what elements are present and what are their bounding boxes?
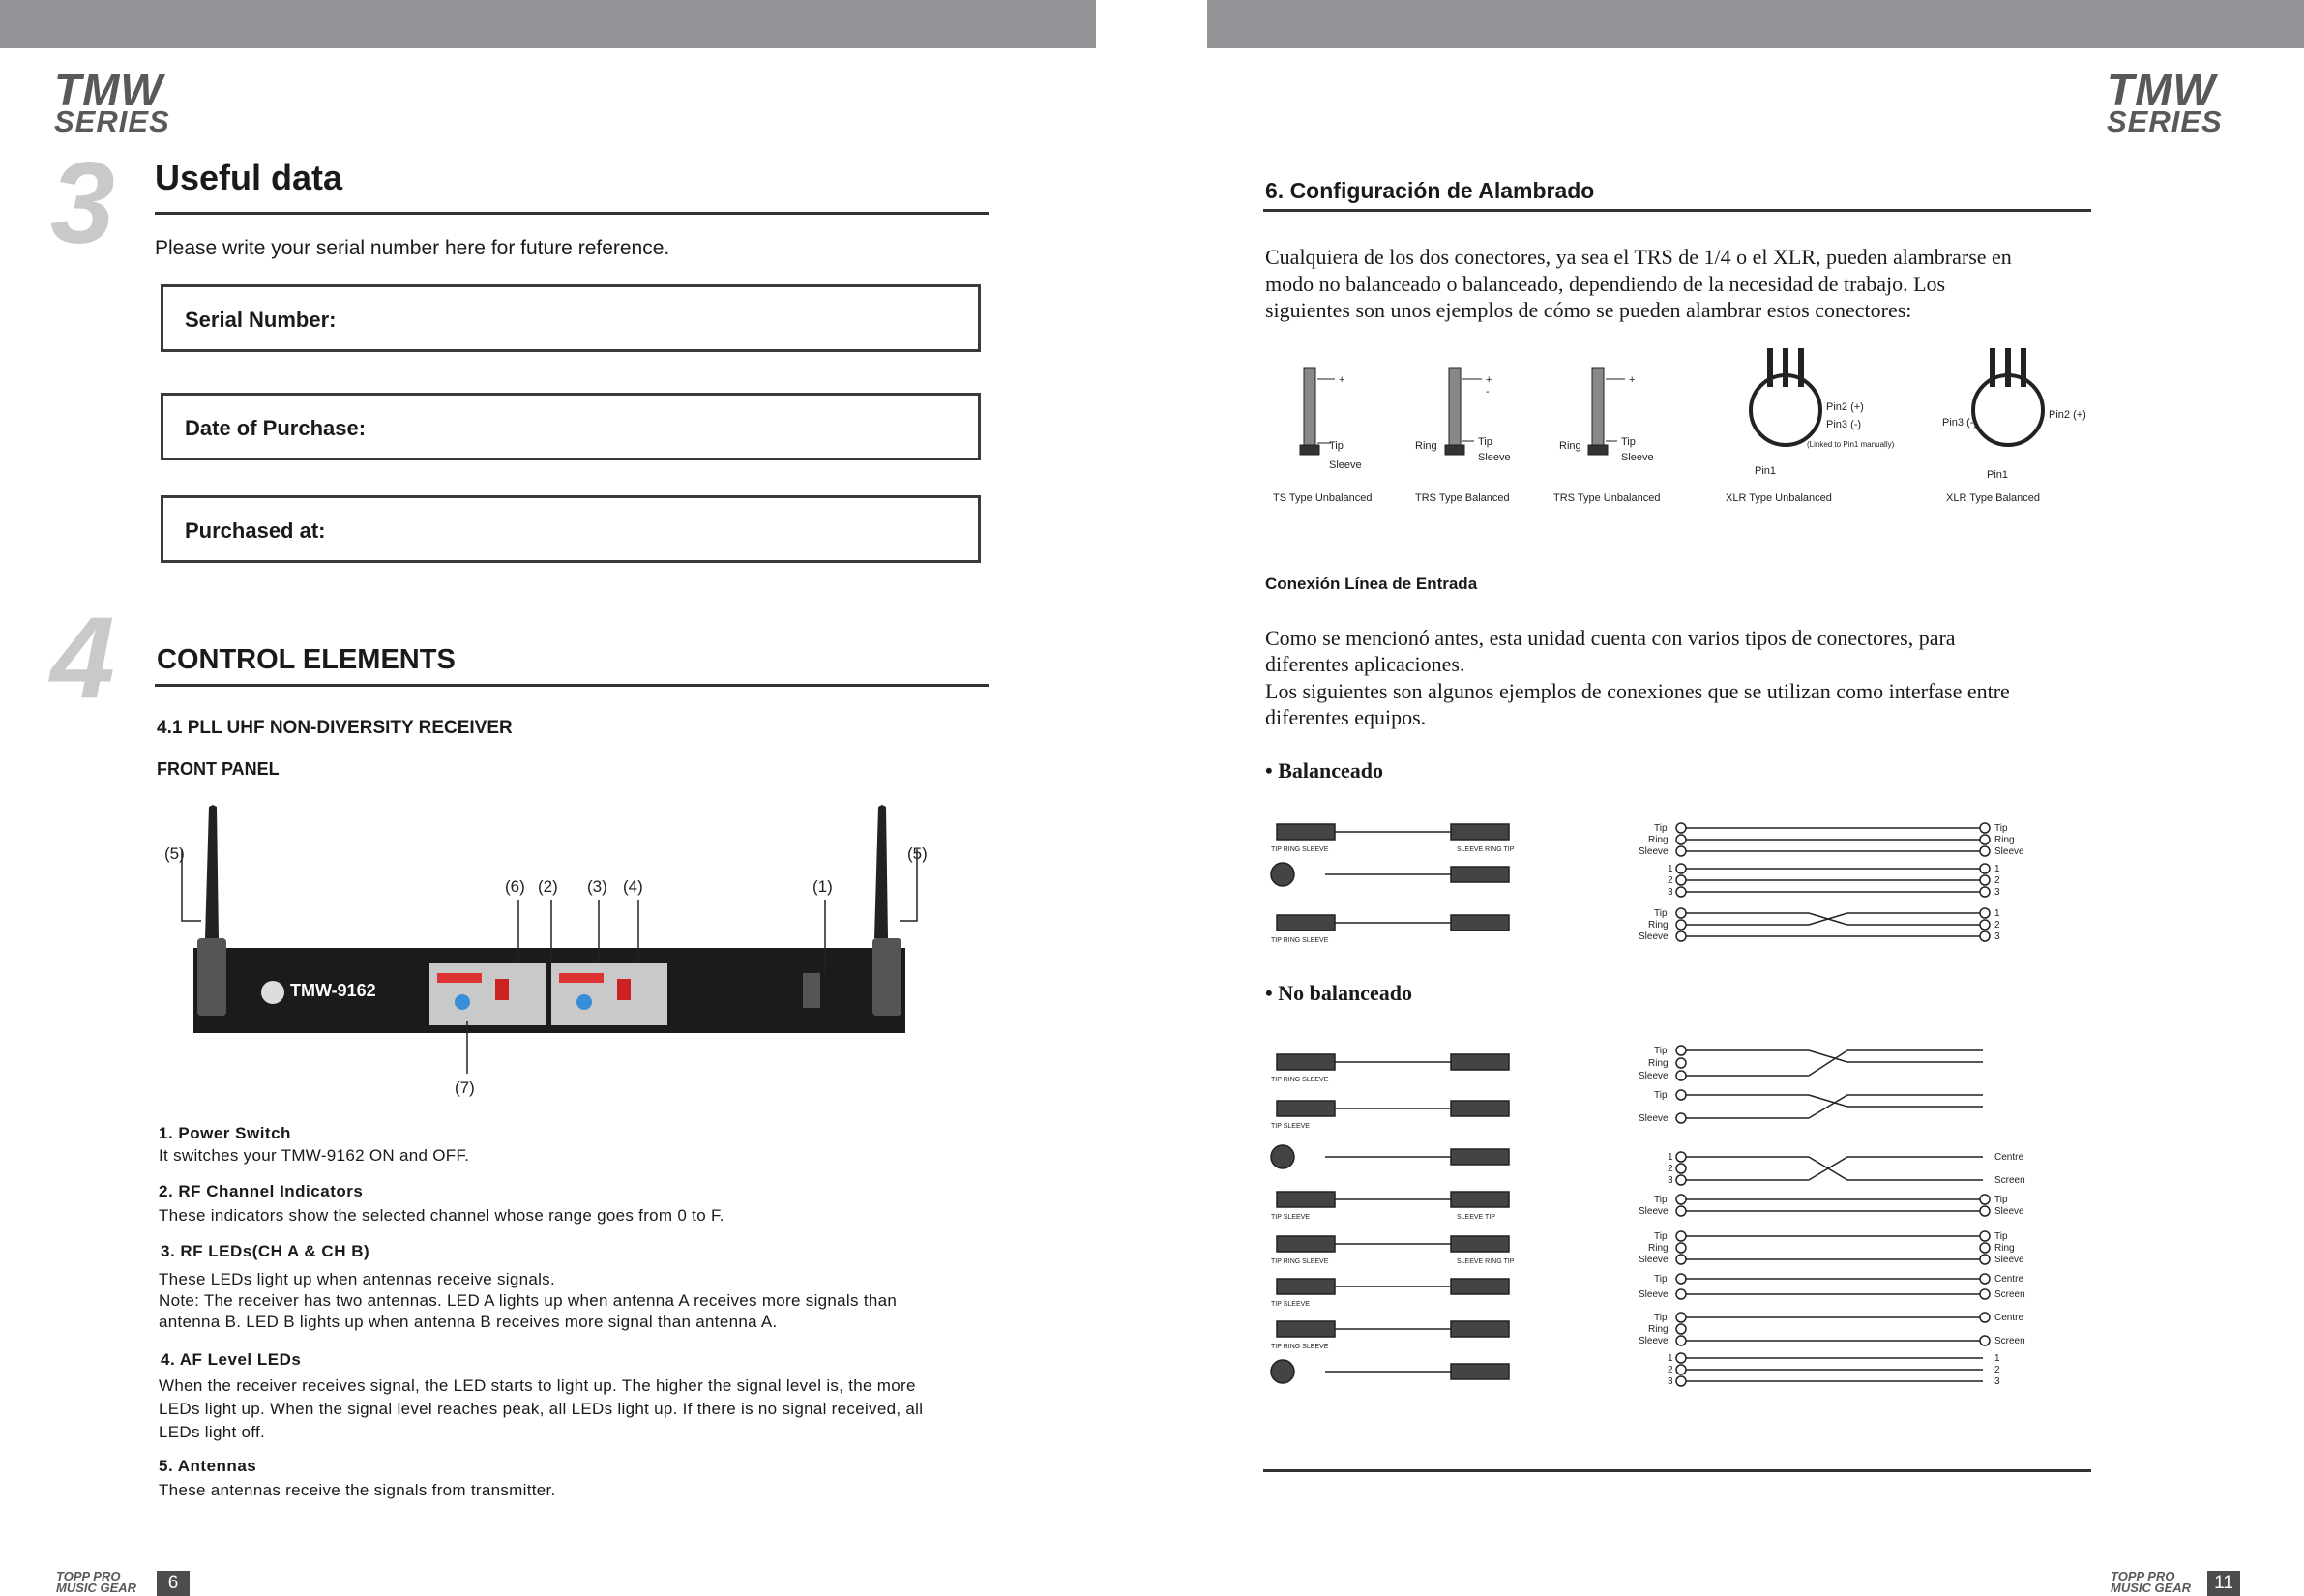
connector-pinout-diagrams xyxy=(1265,339,2097,513)
top-bar xyxy=(0,0,1096,48)
svg-text:Sleeve: Sleeve xyxy=(1329,459,1362,471)
unbalanced-cable-diagrams xyxy=(1267,1037,2099,1395)
section-title-useful-data: Useful data xyxy=(155,158,343,197)
callout-5-left: (5) xyxy=(164,844,185,863)
item-rf-leds-text: These LEDs light up when antennas receive signals. xyxy=(159,1270,556,1288)
bottom-rule xyxy=(1263,1469,2091,1472)
para2-line4: diferentes equipos. xyxy=(1265,705,1427,729)
item-af-level-text3: LEDs light off. xyxy=(159,1423,266,1441)
svg-text:Sleeve: Sleeve xyxy=(1639,1113,1669,1124)
footer-brand-logo xyxy=(2111,1571,2191,1594)
right-page xyxy=(1207,0,2304,1596)
svg-text:Pin3 (-): Pin3 (-) xyxy=(1826,419,1862,430)
callout-5-right: (5) xyxy=(907,844,928,863)
para1-line3: siguientes son unos ejemplos de cómo se pueden alambrar estos conectores: xyxy=(1265,298,1912,322)
para1-line1: Cualquiera de los dos conectores, ya sea el TRS de 1/4 o el XLR, pueden alambrarse en xyxy=(1265,245,2012,269)
svg-text:Tip: Tip xyxy=(1994,1231,2008,1242)
serial-number-field[interactable] xyxy=(161,284,981,352)
svg-text:Tip: Tip xyxy=(1654,908,1668,919)
item-rf-channel-title: 2. RF Channel Indicators xyxy=(159,1182,364,1200)
footer-brand-line1: TOPP PRO xyxy=(56,1569,121,1583)
item-af-level-title: 4. AF Level LEDs xyxy=(161,1350,302,1369)
svg-text:3: 3 xyxy=(1668,1376,1673,1387)
item-rf-leds-title: 3. RF LEDs(CH A & CH B) xyxy=(161,1242,370,1260)
balanced-label: • Balanceado xyxy=(1265,758,1383,783)
svg-text:Sleeve: Sleeve xyxy=(1639,1289,1669,1300)
svg-text:3: 3 xyxy=(1668,1175,1673,1186)
svg-text:SLEEVE TIP: SLEEVE TIP xyxy=(1457,1214,1495,1221)
item-power-switch-title: 1. Power Switch xyxy=(159,1124,291,1142)
caption-trs-balanced: TRS Type Balanced xyxy=(1415,492,1510,504)
svg-text:Sleeve: Sleeve xyxy=(1639,931,1669,942)
svg-text:Ring: Ring xyxy=(1648,835,1669,845)
svg-text:Pin2 (+): Pin2 (+) xyxy=(1826,401,1864,413)
svg-text:1: 1 xyxy=(1994,908,2000,919)
subheading-input-line: Conexión Línea de Entrada xyxy=(1265,575,1478,593)
callout-6: (6) xyxy=(505,877,525,896)
svg-text:Tip: Tip xyxy=(1478,436,1492,448)
date-of-purchase-field[interactable] xyxy=(161,393,981,460)
svg-text:(Linked to Pin1 manually): (Linked to Pin1 manually) xyxy=(1807,440,1895,449)
date-of-purchase-label: Date of Purchase: xyxy=(185,416,367,440)
item-af-level-text: When the receiver receives signal, the LED starts to light up. The higher the signal level is, the more xyxy=(159,1376,916,1395)
svg-text:Sleeve: Sleeve xyxy=(1621,452,1654,463)
svg-text:1: 1 xyxy=(1994,1353,2000,1364)
svg-text:Tip: Tip xyxy=(1654,1195,1668,1205)
svg-text:Tip: Tip xyxy=(1654,1046,1668,1056)
para2-line3: Los siguientes son algunos ejemplos de conexiones que se utilizan como interfase entre xyxy=(1265,679,2010,703)
svg-text:+: + xyxy=(1486,374,1492,386)
svg-text:Pin1: Pin1 xyxy=(1755,465,1777,477)
svg-text:Pin3 (-): Pin3 (-) xyxy=(1942,417,1978,429)
svg-text:Sleeve: Sleeve xyxy=(1639,1206,1669,1217)
svg-text:Tip: Tip xyxy=(1654,1313,1668,1323)
svg-text:TIP SLEEVE: TIP SLEEVE xyxy=(1271,1301,1310,1308)
svg-text:3: 3 xyxy=(1994,1376,2000,1387)
purchased-at-label: Purchased at: xyxy=(185,518,326,543)
svg-text:Centre: Centre xyxy=(1994,1274,2024,1285)
purchased-at-field[interactable] xyxy=(161,495,981,563)
svg-text:Centre: Centre xyxy=(1994,1313,2024,1323)
svg-text:Tip: Tip xyxy=(1994,823,2008,834)
serial-number-label: Serial Number: xyxy=(185,308,337,332)
caption-ts-unbalanced: TS Type Unbalanced xyxy=(1273,492,1373,504)
svg-text:TIP RING SLEEVE: TIP RING SLEEVE xyxy=(1271,1344,1329,1350)
svg-text:Tip: Tip xyxy=(1654,823,1668,834)
page-number: 6 xyxy=(157,1571,190,1596)
svg-text:Ring: Ring xyxy=(1648,1058,1669,1069)
section-number-3: 3 xyxy=(50,138,115,268)
svg-text:-: - xyxy=(1486,386,1490,398)
front-panel-label: FRONT PANEL xyxy=(157,759,280,779)
svg-text:Pin2 (+): Pin2 (+) xyxy=(2049,409,2086,421)
serial-intro: Please write your serial number here for future reference. xyxy=(155,237,670,259)
callout-1: (1) xyxy=(812,877,833,896)
svg-text:+: + xyxy=(1339,374,1345,386)
svg-text:2: 2 xyxy=(1668,875,1673,886)
svg-text:Tip: Tip xyxy=(1329,440,1344,452)
caption-xlr-balanced: XLR Type Balanced xyxy=(1946,492,2041,504)
svg-text:3: 3 xyxy=(1994,931,2000,942)
svg-text:2: 2 xyxy=(1994,875,2000,886)
svg-text:Ring: Ring xyxy=(1648,1243,1669,1254)
svg-text:Ring: Ring xyxy=(1559,440,1581,452)
svg-text:Ring: Ring xyxy=(1415,440,1437,452)
page-number: 11 xyxy=(2207,1571,2240,1596)
footer-brand-line1: TOPP PRO xyxy=(2111,1569,2175,1583)
svg-text:TIP SLEEVE: TIP SLEEVE xyxy=(1271,1123,1310,1130)
callout-4: (4) xyxy=(623,877,643,896)
tmw-series-logo xyxy=(2107,65,2223,138)
svg-text:Screen: Screen xyxy=(1994,1289,2025,1300)
logo-line2: SERIES xyxy=(2107,104,2223,138)
balanced-cable-diagrams xyxy=(1267,813,2099,948)
tmw-series-logo xyxy=(54,65,170,138)
receiver-front-panel-diagram xyxy=(155,793,948,1103)
top-bar xyxy=(1207,0,2304,48)
svg-text:Sleeve: Sleeve xyxy=(1478,452,1511,463)
svg-text:TIP RING SLEEVE: TIP RING SLEEVE xyxy=(1271,937,1329,944)
svg-text:SLEEVE RING TIP: SLEEVE RING TIP xyxy=(1457,1258,1515,1265)
svg-text:Ring: Ring xyxy=(1994,835,2015,845)
item-rf-leds-text3: antenna B. LED B lights up when antenna B receives more signal than antenna A. xyxy=(159,1313,778,1331)
svg-text:Sleeve: Sleeve xyxy=(1639,1255,1669,1265)
svg-text:3: 3 xyxy=(1668,887,1673,898)
item-power-switch-text: It switches your TMW-9162 ON and OFF. xyxy=(159,1146,470,1165)
svg-text:Sleeve: Sleeve xyxy=(1994,846,2024,857)
logo-line1: TMW xyxy=(2107,65,2216,115)
svg-text:1: 1 xyxy=(1668,1152,1673,1163)
svg-text:Ring: Ring xyxy=(1994,1243,2015,1254)
svg-text:2: 2 xyxy=(1994,1365,2000,1375)
svg-text:SLEEVE RING TIP: SLEEVE RING TIP xyxy=(1457,846,1515,853)
svg-text:1: 1 xyxy=(1668,864,1673,874)
antenna-right-icon xyxy=(874,805,888,938)
svg-text:Screen: Screen xyxy=(1994,1336,2025,1346)
svg-text:1: 1 xyxy=(1994,864,2000,874)
svg-text:Tip: Tip xyxy=(1654,1090,1668,1101)
svg-text:Centre: Centre xyxy=(1994,1152,2024,1163)
logo-line2: SERIES xyxy=(54,104,170,138)
section-rule xyxy=(1263,209,2091,212)
item-rf-leds-text2: Note: The receiver has two antennas. LED A lights up when antenna A receives more signals than xyxy=(159,1291,898,1310)
svg-text:Tip: Tip xyxy=(1654,1231,1668,1242)
svg-text:1: 1 xyxy=(1668,1353,1673,1364)
svg-text:Sleeve: Sleeve xyxy=(1994,1255,2024,1265)
svg-text:Pin1: Pin1 xyxy=(1987,469,2009,481)
svg-text:Ring: Ring xyxy=(1648,920,1669,931)
section-number-4: 4 xyxy=(50,593,115,723)
svg-text:3: 3 xyxy=(1994,887,2000,898)
section-title-control-elements: CONTROL ELEMENTS xyxy=(157,644,456,675)
svg-text:Sleeve: Sleeve xyxy=(1639,1336,1669,1346)
svg-text:2: 2 xyxy=(1994,920,2000,931)
logo-line1: TMW xyxy=(54,65,163,115)
antenna-left-icon xyxy=(205,805,219,938)
para2-line2: diferentes aplicaciones. xyxy=(1265,652,1465,676)
item-antennas-title: 5. Antennas xyxy=(159,1457,257,1475)
svg-text:Ring: Ring xyxy=(1648,1324,1669,1335)
para2-line1: Como se mencionó antes, esta unidad cuenta con varios tipos de conectores, para xyxy=(1265,626,1956,650)
svg-text:2: 2 xyxy=(1668,1365,1673,1375)
device-model-text: TMW-9162 xyxy=(290,981,376,1000)
section-title-wiring: 6. Configuración de Alambrado xyxy=(1265,178,1595,203)
footer-brand-line2: MUSIC GEAR xyxy=(56,1581,137,1595)
footer-brand-line2: MUSIC GEAR xyxy=(2111,1581,2192,1595)
svg-text:TIP RING SLEEVE: TIP RING SLEEVE xyxy=(1271,1077,1329,1083)
svg-text:Tip: Tip xyxy=(1621,436,1636,448)
svg-text:Sleeve: Sleeve xyxy=(1994,1206,2024,1217)
svg-text:2: 2 xyxy=(1668,1164,1673,1174)
svg-text:Tip: Tip xyxy=(1654,1274,1668,1285)
callout-2: (2) xyxy=(538,877,558,896)
unbalanced-label: • No balanceado xyxy=(1265,981,1412,1005)
svg-text:TIP RING SLEEVE: TIP RING SLEEVE xyxy=(1271,1258,1329,1265)
svg-text:TIP SLEEVE: TIP SLEEVE xyxy=(1271,1214,1310,1221)
svg-text:Screen: Screen xyxy=(1994,1175,2025,1186)
caption-xlr-unbalanced: XLR Type Unbalanced xyxy=(1726,492,1832,504)
para1-line2: modo no balanceado o balanceado, dependiendo de la necesidad de trabajo. Los xyxy=(1265,272,1946,296)
svg-text:Sleeve: Sleeve xyxy=(1639,1071,1669,1081)
item-rf-channel-text: These indicators show the selected channel whose range goes from 0 to F. xyxy=(159,1206,724,1225)
callout-7: (7) xyxy=(455,1079,475,1097)
receiver-subtitle: 4.1 PLL UHF NON-DIVERSITY RECEIVER xyxy=(157,718,513,738)
section-rule xyxy=(155,212,989,215)
section-rule xyxy=(155,684,989,687)
svg-text:Sleeve: Sleeve xyxy=(1639,846,1669,857)
item-antennas-text: These antennas receive the signals from transmitter. xyxy=(159,1481,556,1499)
svg-text:Tip: Tip xyxy=(1994,1195,2008,1205)
item-af-level-text2: LEDs light up. When the signal level reaches peak, all LEDs light up. If there is no signal received, all xyxy=(159,1400,924,1418)
svg-text:TIP RING SLEEVE: TIP RING SLEEVE xyxy=(1271,846,1329,853)
caption-trs-unbalanced: TRS Type Unbalanced xyxy=(1553,492,1661,504)
svg-text:+: + xyxy=(1629,374,1636,386)
footer-brand-logo xyxy=(56,1571,136,1594)
callout-3: (3) xyxy=(587,877,607,896)
left-page xyxy=(0,0,1141,1596)
